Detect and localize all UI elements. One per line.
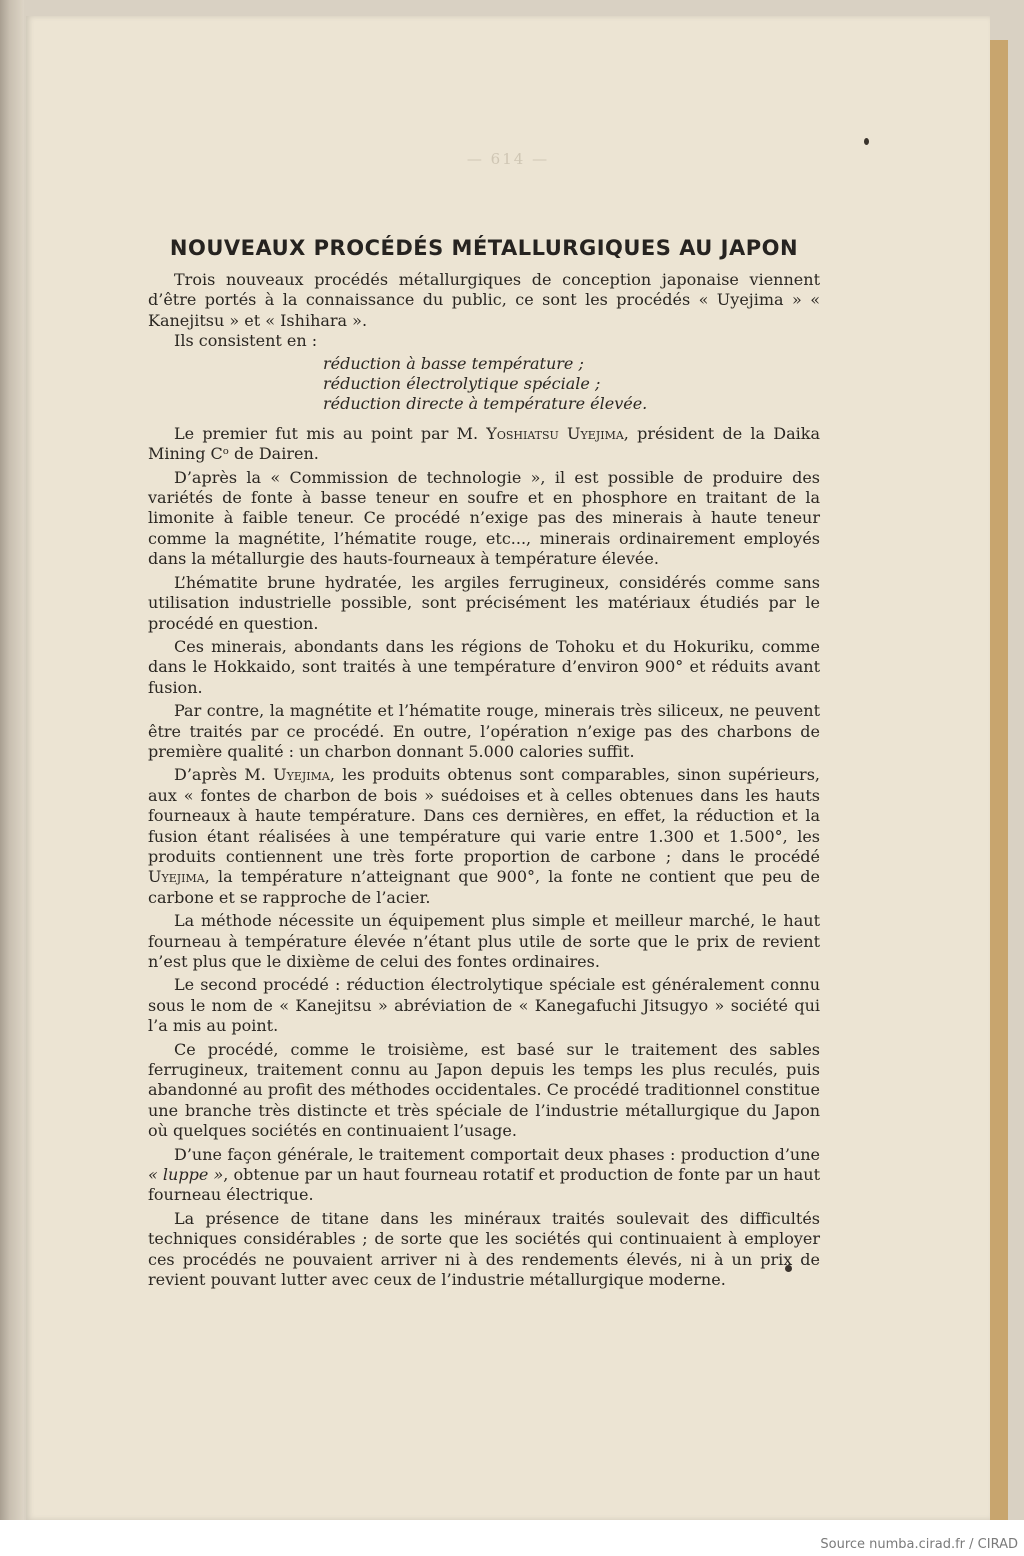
paragraph [148, 424, 820, 465]
paragraph: Par contre, la magnétite et l’hématite rouge, minerais très siliceux, ne peuvent être traités par ce procédé. En outre, l’opération n’exige pas des charbons de première qualité : un charbon donnant 5.000 calories suffit. [148, 701, 820, 761]
page-number: — 614 — [466, 150, 550, 168]
article-title: NOUVEAUX PROCÉDÉS MÉTALLURGIQUES AU JAPON [169, 236, 799, 260]
text-run: , les produits obtenus sont comparables, sinon supérieurs, aux « fontes de charbon de bois » suédoises et à celles obtenues dans les hauts fourneaux à haute température. Dans ces dernières, en effet, la réduction et la fusion étant réalisées à une température qui varie entre 1.300 et 1.500°, les produits contiennent une très forte proportion de carbone ; dans le procédé [148, 765, 821, 866]
paragraph: Ces minerais, abondants dans les régions de Tohoku et du Hokuriku, comme dans le Hokkaido, sont traités à une température d’environ 900° et réduits avant fusion. [148, 636, 820, 697]
person-name: Uyejima [148, 867, 205, 887]
paragraph: La méthode nécessite un équipement plus simple et meilleur marché, le haut fourneau à température élevée n’étant plus utile de sorte que le prix de revient n’est plus que le dixième de celui des fontes ordinaires. [148, 911, 820, 971]
person-name: Uyejima [273, 765, 330, 785]
paragraph [148, 765, 820, 908]
book-binding [0, 0, 24, 1520]
paragraph: Ils consistent en : [174, 331, 318, 351]
page-edge [990, 40, 1008, 1520]
text-run: Le premier fut mis au point par M. [174, 423, 487, 443]
article [148, 236, 820, 1291]
ink-speck [864, 138, 869, 145]
text-run: , la température n’atteignant que 900°, la fonte ne contient que peu de carbone et se rapproche de l’acier. [148, 867, 820, 907]
method-item: réduction à basse température ; [323, 353, 584, 373]
paragraph: Ce procédé, comme le troisième, est basé sur le traitement des sables ferrugineux, traitement connu au Japon depuis les temps les plus reculés, puis abandonné au profit des méthodes occidentales. Ce procédé traditionnel constitue une branche très distincte et très spéciale de l’industrie métallurgique du Japon où quelques sociétés en continuaient l’usage. [148, 1039, 820, 1141]
method-item: réduction électrolytique spéciale ; [323, 374, 601, 394]
method-item: réduction directe à température élevée. [323, 394, 648, 414]
paragraph: L’hématite brune hydratée, les argiles ferrugineux, considérés comme sans utilisation industrielle possible, sont précisément les matériaux étudiés par le procédé en question. [148, 572, 820, 633]
paragraph: Trois nouveaux procédés métallurgiques de conception japonaise viennent d’être portés à la connaissance du public, ce sont les procédés « Uyejima » « Kanejitsu » et « Ishihara ». [148, 270, 820, 330]
paragraph: D’après la « Commission de technologie », il est possible de produire des variétés de fonte à basse teneur en soufre et en phosphore en traitant de la limonite à faible teneur. Ce procédé n’exige pas des minerais à haute teneur comme la magnétite, l’hématite rouge, etc..., minerais ordinairement employés dans la métallurgie des hauts-fourneaux à température élevée. [148, 467, 820, 569]
methods-list [148, 354, 820, 415]
paragraph: Le second procédé : réduction électrolytique spéciale est généralement connu sous le nom de « Kanejitsu » abréviation de « Kanegafuchi Jitsugyo » société qui l’a mis au point. [148, 975, 820, 1036]
person-name: Yoshiatsu Uyejima [486, 423, 624, 443]
source-credit: Source numba.cirad.fr / CIRAD [820, 1537, 1018, 1552]
term: « luppe » [148, 1165, 224, 1185]
paragraph: La présence de titane dans les minéraux traités soulevait des difficultés techniques considérables ; de sorte que les sociétés qui continuaient à employer ces procédés ne pouvaient arriver ni à des rendements élevés, ni à un prix de revient pouvant lutter avec ceux de l’industrie métallurgique moderne. [148, 1208, 820, 1290]
text-run: , obtenue par un haut fourneau rotatif et production de fonte par un haut fourneau électrique. [148, 1165, 821, 1205]
text-run: , président de la Daika Mining Cᵒ de Dairen. [148, 423, 820, 464]
paragraph [148, 1145, 820, 1206]
text-run: D’après M. [174, 765, 274, 785]
text-run: D’une façon générale, le traitement comportait deux phases : production d’une [174, 1144, 820, 1164]
